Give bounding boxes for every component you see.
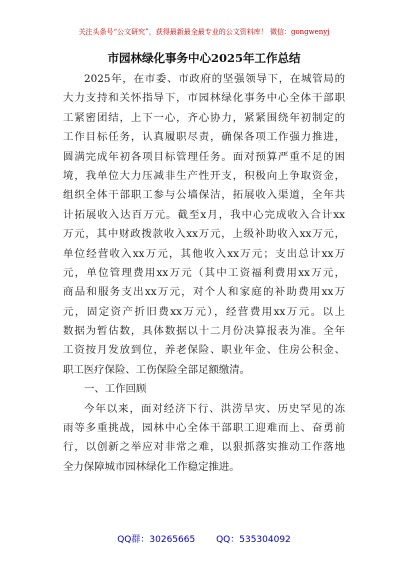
body-line: 职工医疗保险、工伤保险全部足额缴清。 [63,363,251,376]
body-line: 境，我单位大力压减非生产性开支，积极向上争取资金， [63,169,345,182]
body-line: 元，固定资产折旧费xx万元），经营费用xx万元。以上 [63,305,345,318]
body-line: 计拓展收入达百万元。截至x月，我中心完成收入合计xx [63,208,345,221]
body-line: 单位经营收入xx万元，其他收入xx万元；支出总计xx万 [63,247,345,260]
footer-qq-group: QQ群：30265665 [117,535,196,545]
body-line: 工资按月发放到位，养老保险、职业年金、住房公积金、 [63,344,345,357]
body-line: 今年以来，面对经济下行、洪涝旱灾、历史罕见的冻 [84,402,345,415]
body-line: 数据为暂估数，具体数据以十二月份决算报表为准。全年 [63,325,345,338]
footer-contact [0,534,408,546]
document-body [63,70,345,477]
header-notice [0,27,408,37]
body-line: 圆满完成年初各项目标管理任务。面对预算严重不足的困 [63,150,345,163]
footer-qq: QQ：535304092 [216,535,291,545]
section-heading: 一、工作回顾 [84,383,147,396]
body-line: 组织全体干部职工参与公墙保洁，拓展收入渠道，全年共 [63,189,345,202]
header-wechat-text: 微信：gongwenyj [269,28,330,36]
body-line: 雨等多重挑战，园林中心全体干部职工迎难而上、奋勇前 [63,422,345,435]
body-line: 大力支持和关怀指导下，市园林绿化事务中心全体干部职 [63,92,345,105]
body-line: 工作目标任务，认真履职尽责，确保各项工作强力推进， [63,131,345,144]
body-line: 万元，其中财政拨款收入xx万元，上级补助收入xx万元， [63,228,345,241]
body-line: 2025年，在市委、市政府的坚强领导下，在城管局的 [84,73,345,85]
document-title: 市园林绿化事务中心2025年工作总结 [107,51,301,65]
body-line: 行，以创新之举应对非常之难，以狠抓落实推动工作落地 [63,441,345,454]
body-line: 商品和服务支出xx万元，对个人和家庭的补助费用xx万 [63,286,345,299]
body-line: 工紧密团结，上下一心，齐心协力，紧紧围绕年初制定的 [63,111,345,124]
body-line: 全力保障城市园林绿化工作稳定推进。 [63,460,240,473]
body-line: 元，单位管理费用xx万元（其中工资福利费用xx万元， [63,266,345,279]
header-notice-text: 关注头条号“公文研究”，获得最新最全最专业的公文资料库！ [78,28,268,36]
